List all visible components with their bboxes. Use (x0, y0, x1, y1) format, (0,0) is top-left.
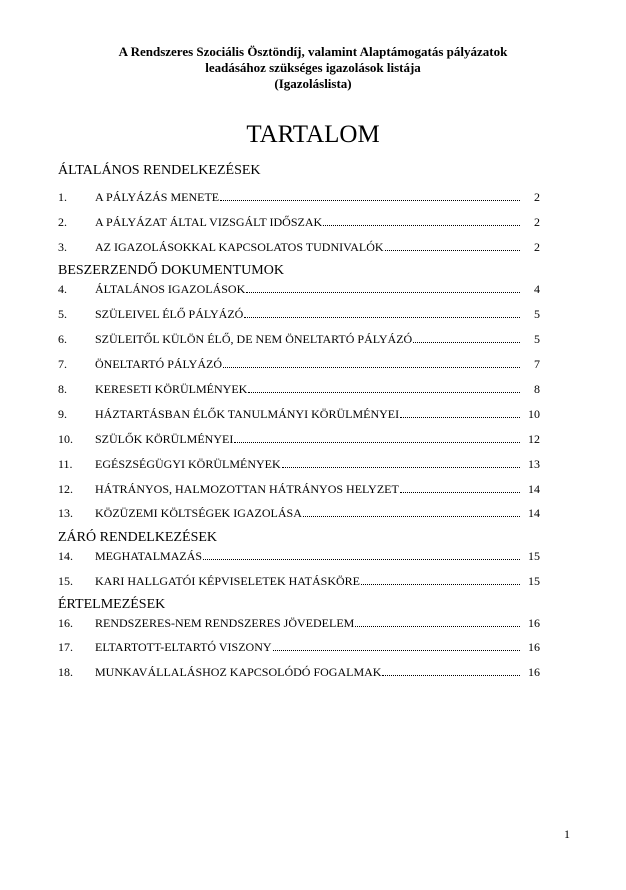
toc-entry-number: 11. (58, 457, 73, 471)
leader-dots (303, 505, 520, 517)
toc-entry[interactable] (58, 615, 540, 631)
leader-dots (244, 306, 520, 318)
toc-entry-page: 2 (534, 190, 540, 204)
leader-dots (400, 481, 520, 493)
toc-entry-number: 15. (58, 574, 73, 588)
toc-entry-number: 1. (58, 190, 67, 204)
toc-entry[interactable] (58, 505, 540, 521)
toc-entry-page: 16 (528, 640, 540, 654)
section-heading: ÉRTELMEZÉSEK (58, 597, 166, 612)
leader-dots (382, 664, 520, 676)
toc-entry[interactable] (58, 189, 540, 205)
toc-entry-number: 2. (58, 215, 67, 229)
leader-dots (413, 331, 520, 343)
toc-entry-number: 18. (58, 665, 73, 679)
toc-entry[interactable] (58, 406, 540, 422)
toc-entry-label: AZ IGAZOLÁSOKKAL KAPCSOLATOS TUDNIVALÓK (95, 240, 384, 254)
toc-entry-label: KERESETI KÖRÜLMÉNYEK (95, 382, 248, 396)
toc-entry-page: 7 (534, 357, 540, 371)
toc-entry-label: KARI HALLGATÓI KÉPVISELETEK HATÁSKÖRE (95, 574, 360, 588)
toc-entry[interactable] (58, 664, 540, 680)
document-header (0, 44, 626, 92)
leader-dots (385, 239, 520, 251)
toc-entry-label: MUNKAVÁLLALÁSHOZ KAPCSOLÓDÓ FOGALMAK (95, 665, 382, 679)
leader-dots (361, 573, 520, 585)
toc-entry-number: 17. (58, 640, 73, 654)
toc-entry-number: 6. (58, 332, 67, 346)
toc-entry-number: 7. (58, 357, 67, 371)
leader-dots (282, 456, 520, 468)
page-number: 1 (564, 827, 570, 841)
toc-entry-label: EGÉSZSÉGÜGYI KÖRÜLMÉNYEK (95, 457, 281, 471)
section-heading: ZÁRÓ RENDELKEZÉSEK (58, 530, 218, 545)
toc-entry[interactable] (58, 214, 540, 230)
toc-entry[interactable] (58, 481, 540, 497)
toc-entry-page: 16 (528, 665, 540, 679)
toc-entry-number: 8. (58, 382, 67, 396)
leader-dots (203, 548, 520, 560)
toc-entry-page: 5 (534, 307, 540, 321)
toc-entry[interactable] (58, 573, 540, 589)
leader-dots (323, 214, 520, 226)
toc-entry-page: 12 (528, 432, 540, 446)
leader-dots (234, 431, 520, 443)
toc-entry-label: MEGHATALMAZÁS (95, 549, 203, 563)
toc-entry-label: ÁLTALÁNOS IGAZOLÁSOK (95, 282, 246, 296)
toc-entry-page: 13 (528, 457, 540, 471)
toc-entry-label: HÁTRÁNYOS, HALMOZOTTAN HÁTRÁNYOS HELYZET (95, 482, 399, 496)
toc-entry-number: 14. (58, 549, 73, 563)
toc-entry-page: 2 (534, 240, 540, 254)
toc-entry-number: 9. (58, 407, 67, 421)
toc-entry-page: 15 (528, 574, 540, 588)
toc-entry-label: A PÁLYÁZÁS MENETE (95, 190, 220, 204)
leader-dots (273, 639, 520, 651)
toc-entry-label: A PÁLYÁZAT ÁLTAL VIZSGÁLT IDŐSZAK (95, 215, 323, 229)
toc-entry[interactable] (58, 639, 540, 655)
toc-entry-label: ÖNELTARTÓ PÁLYÁZÓ (95, 357, 223, 371)
section-heading: BESZERZENDŐ DOKUMENTUMOK (58, 263, 284, 278)
toc-entry-page: 10 (528, 407, 540, 421)
toc-entry-number: 16. (58, 616, 73, 630)
toc-entry[interactable] (58, 239, 540, 255)
leader-dots (220, 189, 520, 201)
leader-dots (223, 356, 520, 368)
toc-entry-label: SZÜLŐK KÖRÜLMÉNYEI (95, 432, 234, 446)
toc-entry-label: SZÜLEITŐL KÜLÖN ÉLŐ, DE NEM ÖNELTARTÓ PÁLYÁZÓ (95, 332, 413, 346)
toc-entry-number: 10. (58, 432, 73, 446)
toc-entry-number: 4. (58, 282, 67, 296)
toc-entry-page: 16 (528, 616, 540, 630)
toc-entry-page: 5 (534, 332, 540, 346)
toc-entry-label: ELTARTOTT-ELTARTÓ VISZONY (95, 640, 272, 654)
toc-entry-number: 5. (58, 307, 67, 321)
toc-entry-label: SZÜLEIVEL ÉLŐ PÁLYÁZÓ (95, 307, 244, 321)
toc-entry-number: 13. (58, 506, 73, 520)
toc-entry[interactable] (58, 431, 540, 447)
leader-dots (248, 381, 520, 393)
leader-dots (246, 281, 520, 293)
toc-entry[interactable] (58, 281, 540, 297)
toc-entry-label: HÁZTARTÁSBAN ÉLŐK TANULMÁNYI KÖRÜLMÉNYEI (95, 407, 400, 421)
leader-dots (355, 615, 520, 627)
header-line-3: (Igazoláslista) (274, 76, 352, 91)
toc-entry[interactable] (58, 456, 540, 472)
toc-entry-page: 14 (528, 506, 540, 520)
header-line-1: A Rendszeres Szociális Ösztöndíj, valamint Alaptámogatás pályázatok (118, 44, 508, 59)
toc-entry-number: 12. (58, 482, 73, 496)
toc-entry-number: 3. (58, 240, 67, 254)
toc-entry[interactable] (58, 548, 540, 564)
section-heading: ÁLTALÁNOS RENDELKEZÉSEK (58, 163, 261, 178)
toc-entry[interactable] (58, 306, 540, 322)
toc-entry-page: 4 (534, 282, 540, 296)
toc-entry[interactable] (58, 331, 540, 347)
toc-entry[interactable] (58, 356, 540, 372)
toc-entry-page: 2 (534, 215, 540, 229)
leader-dots (400, 406, 520, 418)
header-line-2: leadásához szükséges igazolások listája (205, 60, 421, 75)
toc-entry-page: 15 (528, 549, 540, 563)
toc-entry-page: 14 (528, 482, 540, 496)
toc-entry-label: RENDSZERES-NEM RENDSZERES JÖVEDELEM (95, 616, 355, 630)
page-title: TARTALOM (246, 121, 380, 148)
toc-entry-page: 8 (534, 382, 540, 396)
toc-entry-label: KÖZÜZEMI KÖLTSÉGEK IGAZOLÁSA (95, 506, 302, 520)
toc-entry[interactable] (58, 381, 540, 397)
